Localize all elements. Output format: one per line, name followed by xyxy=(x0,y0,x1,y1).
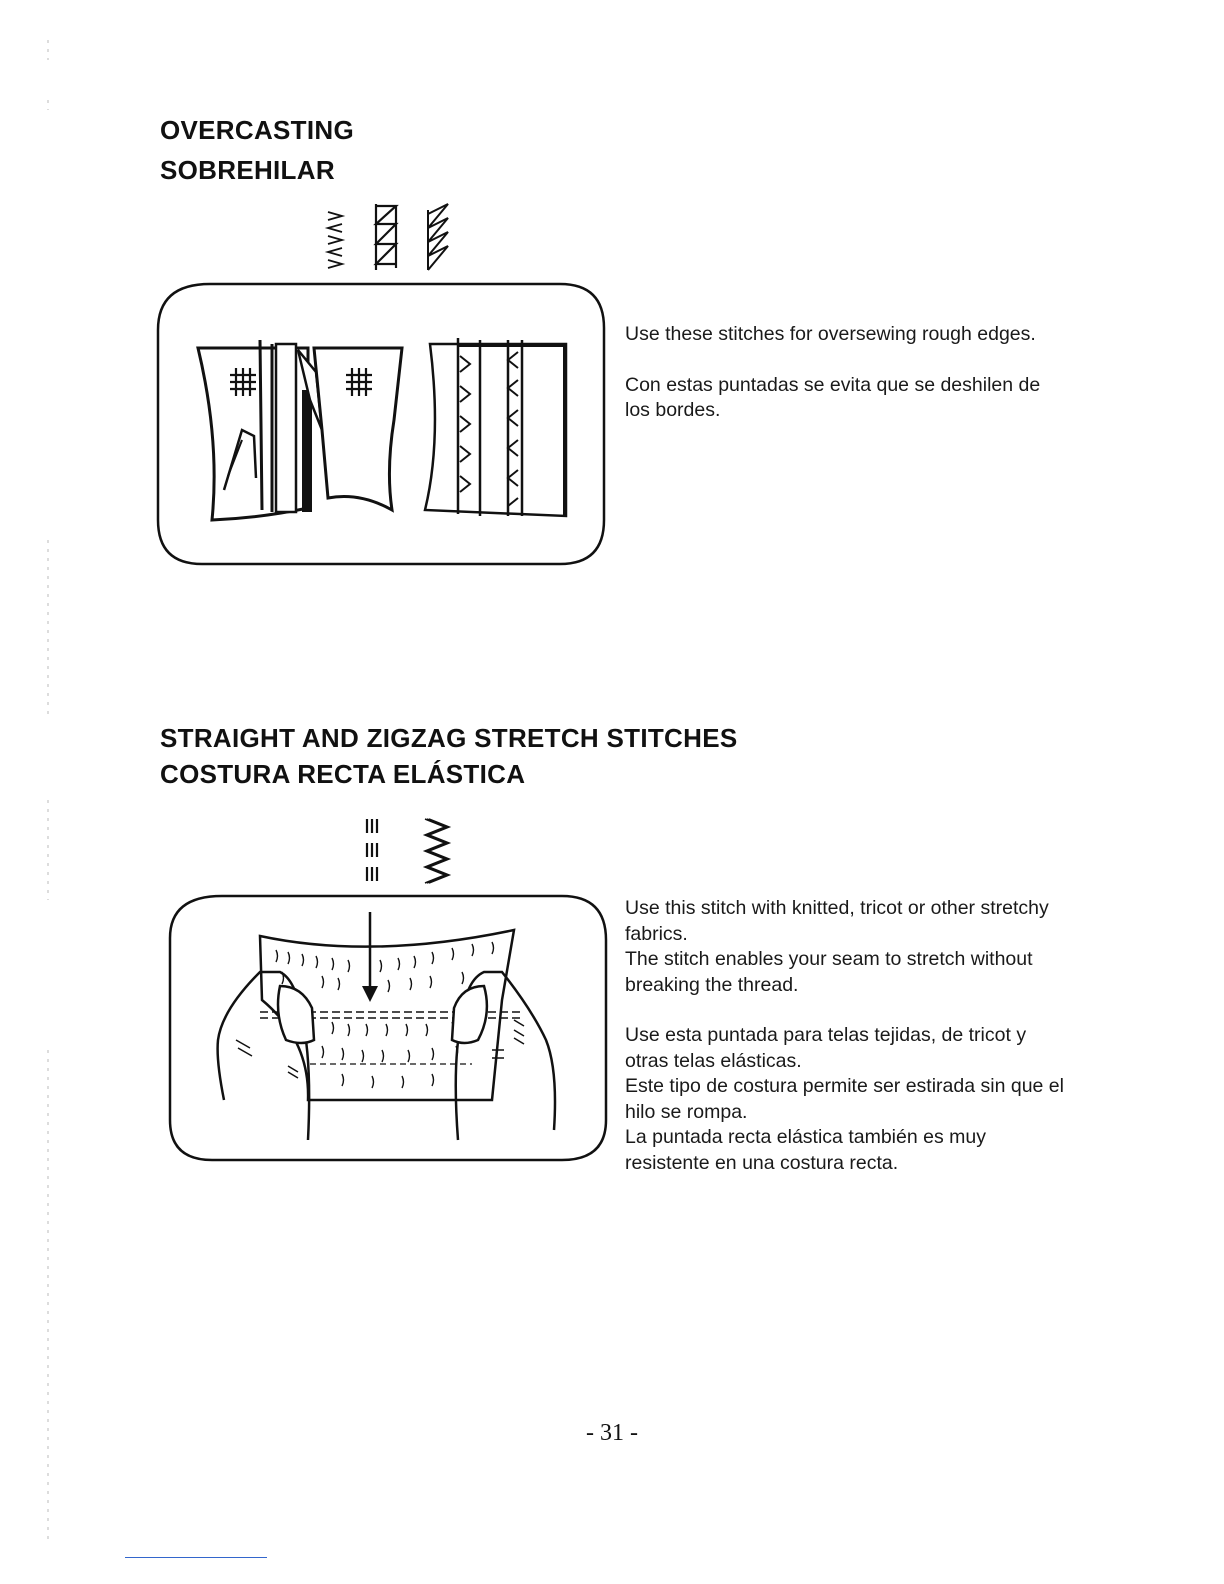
stretch-stitch-illustration xyxy=(162,890,612,1165)
overcast-arrow-stitch-icon xyxy=(328,212,342,268)
overcasting-illustration xyxy=(150,280,610,570)
section2-text-es-2: Este tipo de costura permite ser estirada sin que el hilo se rompa. xyxy=(625,1075,1064,1123)
section2-text-en-1: Use this stitch with knitted, tricot or other stretchy fabrics. xyxy=(625,897,1049,945)
section2-text-en-2: The stitch enables your seam to stretch without breaking the thread. xyxy=(625,948,1033,996)
bottom-divider-line xyxy=(125,1557,267,1558)
blind-zigzag-stitch-icon xyxy=(428,204,448,270)
section2-text-es-1: Use esta puntada para telas tejidas, de tricot y otras telas elásticas. xyxy=(625,1024,1027,1072)
section1-title-en: OVERCASTING xyxy=(160,115,354,145)
section1-description xyxy=(625,322,1065,424)
scan-edge-mark xyxy=(36,0,66,1584)
section2-description xyxy=(625,896,1065,1176)
stretch-stitch-icons xyxy=(355,815,465,885)
triple-zigzag-stitch-icon xyxy=(425,819,449,883)
triple-straight-stitch-icon xyxy=(367,819,377,881)
section1-title-es: SOBREHILAR xyxy=(160,155,335,185)
section1-text-en: Use these stitches for oversewing rough edges. xyxy=(625,323,1036,345)
cross-box-stitch-icon xyxy=(376,204,396,270)
page-number: - 31 - xyxy=(586,1420,638,1446)
section2-title-en: STRAIGHT AND ZIGZAG STRETCH STITCHES xyxy=(160,723,738,753)
section2-text-es-3: La puntada recta elástica también es muy resistente en una costura recta. xyxy=(625,1126,986,1174)
section2-title-es: COSTURA RECTA ELÁSTICA xyxy=(160,759,526,789)
section1-text-es: Con estas puntadas se evita que se deshilen de los bordes. xyxy=(625,373,1041,421)
overcast-stitch-icons xyxy=(320,200,460,275)
